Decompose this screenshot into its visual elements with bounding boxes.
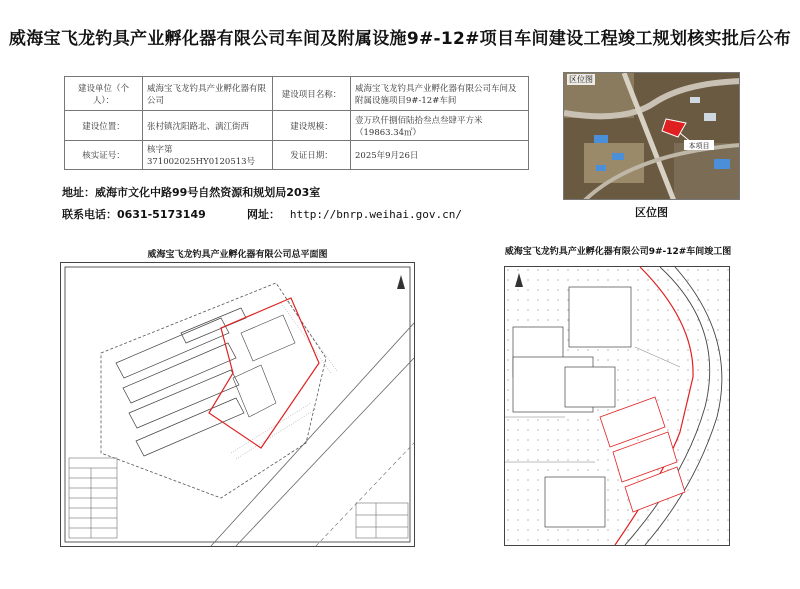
location-map-tag: 区位图: [569, 75, 593, 84]
scale-label: 建设规模：: [273, 111, 351, 141]
unit-value: 威海宝飞龙钓具产业孵化器有限公司: [143, 77, 273, 111]
phone-text: 联系电话：0631-5173149: [62, 208, 206, 221]
location-label: 建设位置：: [65, 111, 143, 141]
location-value: 张村镇沈阳路北、漓江街西: [143, 111, 273, 141]
cert-value: 核字第371002025HY0120513号: [143, 141, 273, 170]
site-plan-drawing: [60, 262, 415, 547]
site-plan-caption: 威海宝飞龙钓具产业孵化器有限公司总平面图: [147, 250, 328, 260]
location-map-caption: 区位图: [635, 206, 668, 219]
date-label: 发证日期：: [273, 141, 351, 170]
unit-label: 建设单位（个人）：: [65, 77, 143, 111]
address-text: 地址：威海市文化中路99号自然资源和规划局203室: [62, 186, 321, 199]
website-link[interactable]: http://bnrp.weihai.gov.cn/: [289, 208, 463, 221]
completion-plan-svg: [505, 267, 729, 545]
website-label: 网址：: [247, 208, 280, 221]
aerial-photo: [564, 73, 740, 200]
page-title: 威海宝飞龙钓具产业孵化器有限公司车间及附属设施9#-12#项目车间建设工程竣工规划核实批后公布: [8, 29, 792, 49]
project-value: 威海宝飞龙钓具产业孵化器有限公司车间及附属设施项目9#-12#车间: [351, 77, 529, 111]
completion-plan-drawing: [504, 266, 730, 546]
date-value: 2025年9月26日: [351, 141, 529, 170]
site-plan-svg: [61, 263, 414, 546]
website-line: [247, 206, 462, 222]
location-map: [563, 72, 740, 200]
site-label: 本项目: [688, 142, 710, 150]
project-label: 建设项目名称：: [273, 77, 351, 111]
cert-label: 核实证号：: [65, 141, 143, 170]
scale-value: 壹万玖仟捌佰陆拾叁点叁肆平方米（19863.34㎡）: [351, 111, 529, 141]
project-info-table: [64, 76, 529, 170]
completion-plan-caption: 威海宝飞龙钓具产业孵化器有限公司9#-12#车间竣工图: [504, 247, 732, 257]
